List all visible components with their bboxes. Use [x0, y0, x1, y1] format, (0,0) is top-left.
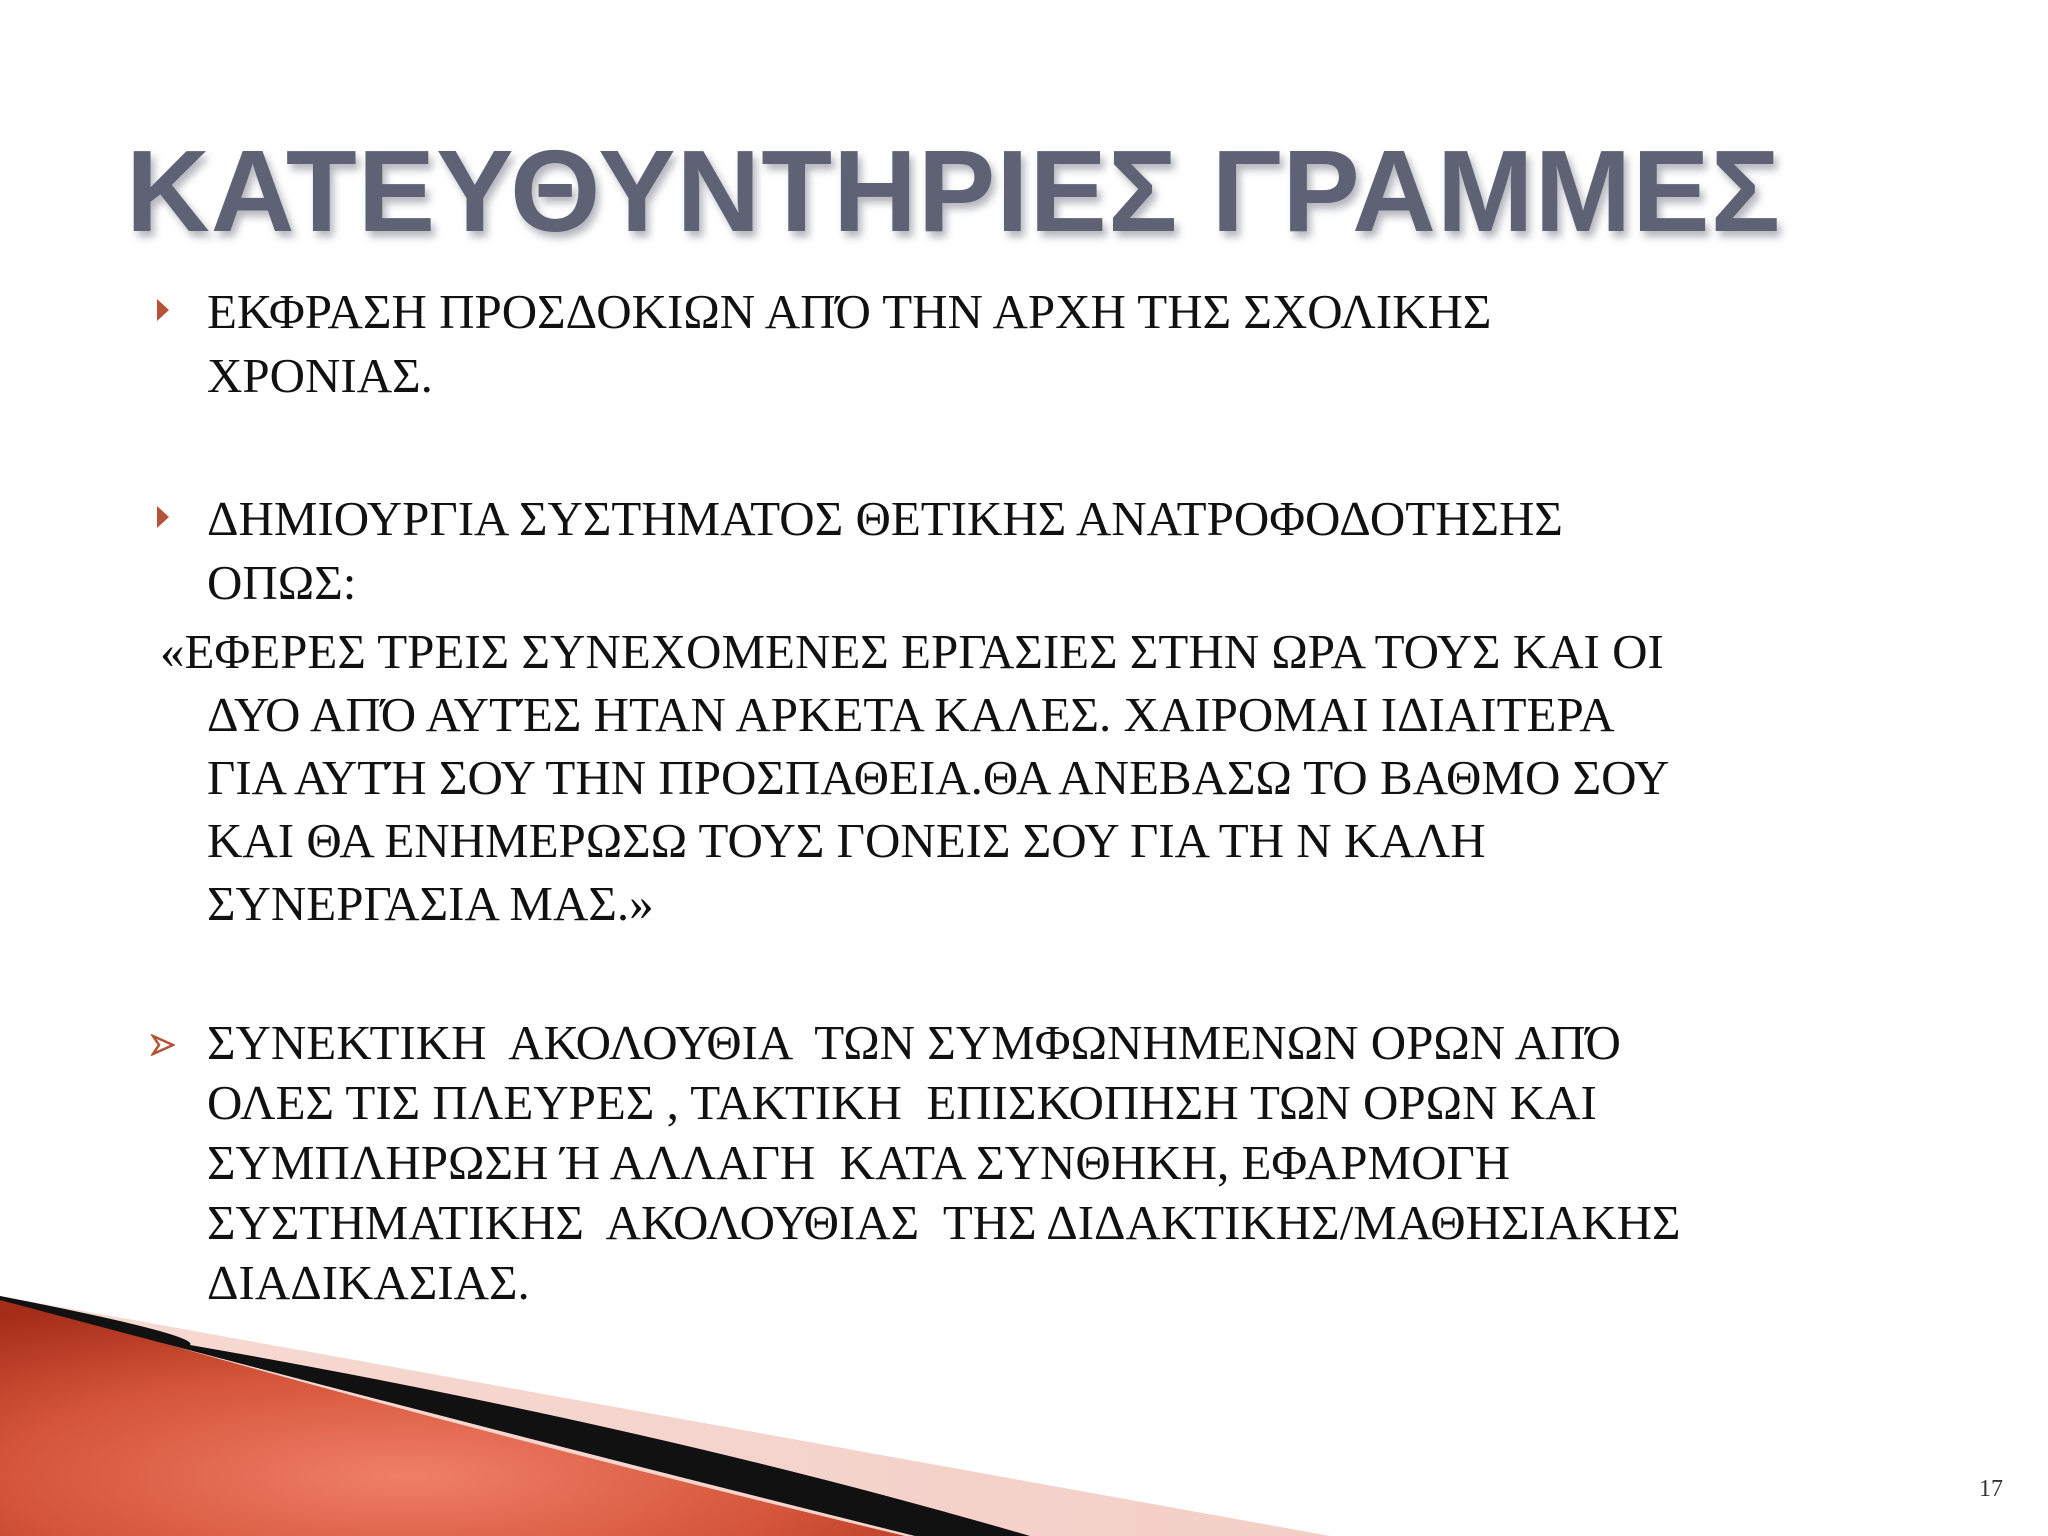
- triangle-right-bullet-icon: [150, 504, 176, 530]
- quote-line: ΔΥΟ ΑΠΌ ΑΥΤΈΣ ΗΤΑΝ ΑΡΚΕΤΑ ΚΑΛΕΣ. ΧΑΙΡΟΜΑΙ ΙΔΙΑΙΤΕΡΑ: [207, 687, 1615, 742]
- bullet-text: ΣΥΝΕΚΤΙΚΗ ΑΚΟΛΟΥΘΙΑ ΤΩΝ ΣΥΜΦΩΝΗΜΕΝΩΝ ΟΡΩΝ ΑΠΌ ΟΛΕΣ ΤΙΣ ΠΛΕΥΡΕΣ , ΤΑΚΤΙΚΗ ΕΠΙΣΚΟΠΗΣΗ ΤΩΝ ΟΡΩΝ ΚΑΙ ΣΥΜΠΛΗΡΩΣΗ Ή ΑΛΛΑΓΗ ΚΑΤΑ ΣΥΝΘΗΚΗ, ΕΦΑΡΜΟΓΗ ΣΥΣΤΗΜΑΤΙΚΗΣ ΑΚΟΛΟΥΘΙΑΣ ΤΗΣ ΔΙΔΑΚΤΙΚΗΣ/ΜΑΘΗΣΙΑΚΗΣ ΔΙΑΔΙΚΑΣΙΑΣ.: [207, 1015, 1681, 1310]
- triangle-right-bullet-icon: [150, 297, 176, 323]
- quote-line: ΣΥΝΕΡΓΑΣΙΑ ΜΑΣ.»: [207, 876, 654, 931]
- page-number: 17: [1979, 1476, 2003, 1502]
- quote-line: ΚΑΙ ΘΑ ΕΝΗΜΕΡΩΣΩ ΤΟΥΣ ΓΟΝΕΙΣ ΣΟΥ ΓΙΑ ΤΗ Ν ΚΑΛΗ: [207, 813, 1486, 868]
- bullet-text: ΕΚΦΡΑΣΗ ΠΡΟΣΔΟΚΙΩΝ ΑΠΌ ΤΗΝ ΑΡΧΗ ΤΗΣ ΣΧΟΛΙΚΗΣ ΧΡΟΝΙΑΣ.: [207, 284, 1492, 403]
- quote-line: «ΕΦΕΡΕΣ ΤΡΕΙΣ ΣΥΝΕΧΟΜΕΝΕΣ ΕΡΓΑΣΙΕΣ ΣΤΗΝ ΩΡΑ ΤΟΥΣ ΚΑΙ ΟΙ: [160, 624, 1664, 679]
- quote-line: ΓΙΑ ΑΥΤΉ ΣΟΥ ΤΗΝ ΠΡΟΣΠΑΘΕΙΑ.ΘΑ ΑΝΕΒΑΣΩ ΤΟ ΒΑΘΜΟ ΣΟΥ: [207, 750, 1670, 805]
- bullet-text: ΔΗΜΙΟΥΡΓΙΑ ΣΥΣΤΗΜΑΤΟΣ ΘΕΤΙΚΗΣ ΑΝΑΤΡΟΦΟΔΟΤΗΣΗΣ ΟΠΩΣ:: [207, 491, 1563, 610]
- slide-title: ΚΑΤΕΥΘΥΝΤΗΡΙΕΣ ΓΡΑΜΜΕΣ: [126, 126, 1782, 256]
- arrowhead-bullet-icon: [150, 1032, 176, 1058]
- feedback-quote: [160, 620, 1669, 935]
